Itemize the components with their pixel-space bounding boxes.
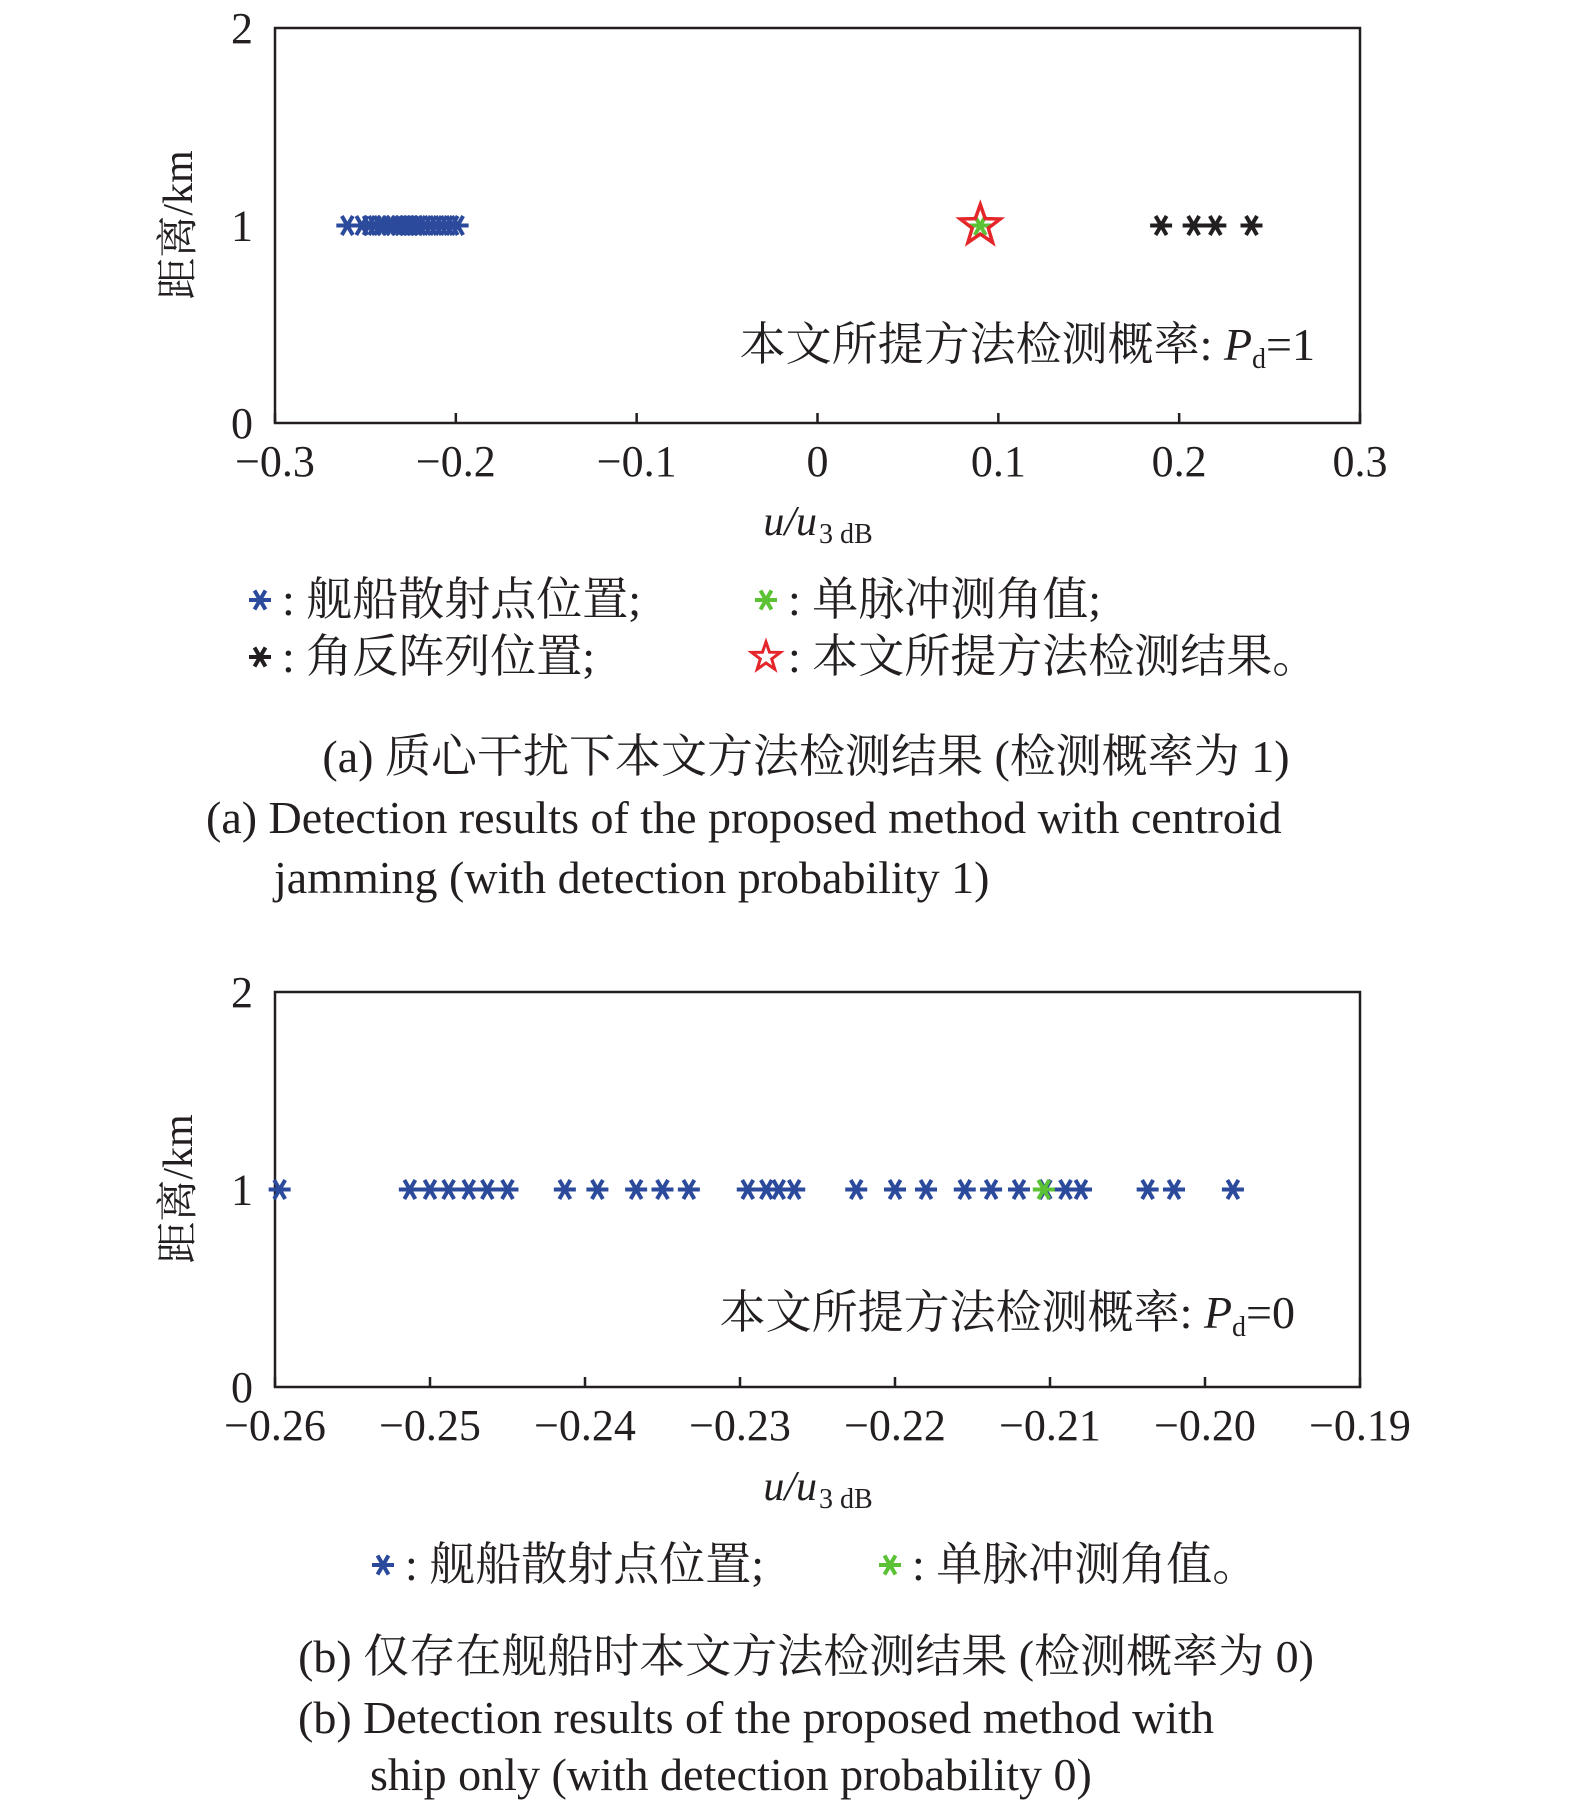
legend-ship-marker-a (249, 591, 271, 610)
caption-en-b-line2: ship only (with detection probability 0) (370, 1749, 1092, 1800)
x-tick-label: −0.2 (415, 437, 496, 486)
data-point-asterisk (1137, 1180, 1159, 1199)
data-point-asterisk (678, 1180, 700, 1199)
x-tick-label: 0.3 (1332, 437, 1388, 486)
x-tick-label: −0.22 (844, 1401, 946, 1450)
x-tick-marks-b (275, 1377, 1360, 1387)
data-point-asterisk (783, 1180, 805, 1199)
data-point-asterisk (884, 1180, 906, 1199)
data-point-asterisk (399, 1180, 421, 1199)
x-tick-label: −0.3 (235, 437, 315, 486)
data-point-asterisk (1163, 1180, 1185, 1199)
legend-ship-label-b: : 舰船散射点位置; (405, 1539, 765, 1590)
y-tick-label: 1 (231, 1165, 253, 1215)
caption-en-b-line1: (b) Detection results of the proposed method with (298, 1692, 1214, 1743)
detection-probability-annotation-b: 本文所提方法检测概率: Pd=0 (719, 1287, 1295, 1343)
data-points-b (269, 1180, 1244, 1199)
legend-b (372, 1539, 1258, 1590)
legend-monopulse-marker-b (879, 1556, 901, 1575)
x-tick-label: 0 (806, 437, 829, 486)
legend-a (249, 574, 1318, 682)
caption-cn-a: (a) 质心干扰下本文方法检测结果 (检测概率为 1) (322, 731, 1290, 782)
data-point-asterisk (269, 1180, 291, 1199)
x-tick-label: −0.23 (689, 1401, 791, 1450)
y-tick-label: 0 (231, 399, 253, 448)
y-tick-label: 2 (231, 4, 253, 53)
x-tick-label: 0.1 (970, 437, 1026, 486)
x-tick-label: −0.1 (596, 437, 677, 486)
legend-result-label-a: : 本文所提方法检测结果。 (788, 631, 1319, 682)
x-tick-labels-b (224, 1401, 1411, 1450)
caption-en-a-line1: (a) Detection results of the proposed method with centroid (206, 792, 1282, 843)
x-tick-label: −0.25 (379, 1401, 481, 1450)
x-tick-marks-a (275, 413, 1360, 423)
x-tick-label: −0.21 (999, 1401, 1101, 1450)
data-point-asterisk (497, 1180, 519, 1199)
x-axis-label-a: u/u3 dB (763, 499, 873, 550)
data-point-asterisk (980, 1180, 1002, 1199)
data-point-asterisk (1070, 1180, 1092, 1199)
data-point-asterisk (1241, 216, 1263, 235)
data-point-asterisk (915, 1180, 937, 1199)
data-point-asterisk (954, 1180, 976, 1199)
detection-probability-annotation-a: 本文所提方法检测概率: Pd=1 (739, 319, 1315, 375)
chart-a (156, 4, 1388, 903)
data-point-asterisk (625, 1180, 647, 1199)
legend-monopulse-marker-a (755, 591, 777, 610)
legend-ship-label-a: : 舰船散射点位置; (282, 574, 642, 625)
data-point-asterisk (1204, 216, 1226, 235)
data-point-asterisk (845, 1180, 867, 1199)
legend-monopulse-label-a: : 单脉冲测角值; (788, 574, 1102, 625)
y-tick-labels-b (231, 968, 253, 1412)
legend-ship-marker-b (372, 1556, 394, 1575)
x-tick-label: 0.2 (1151, 437, 1207, 486)
caption-en-a-line2: jamming (with detection probability 1) (274, 852, 990, 903)
chart-b (156, 968, 1411, 1800)
data-point-asterisk (1222, 1180, 1244, 1199)
caption-cn-b: (b) 仅存在舰船时本文方法检测结果 (检测概率为 0) (298, 1631, 1314, 1682)
data-point-asterisk (652, 1180, 674, 1199)
y-tick-label: 0 (231, 1363, 253, 1412)
legend-monopulse-label-b: : 单脉冲测角值。 (912, 1539, 1259, 1590)
data-point-asterisk (554, 1180, 576, 1199)
x-axis-label-b: u/u3 dB (763, 1464, 873, 1515)
y-axis-label-b: 距离/km (156, 1114, 202, 1264)
data-point-asterisk (1008, 1180, 1030, 1199)
data-point-asterisk (586, 1180, 608, 1199)
data-points-a (336, 205, 1262, 243)
legend-reflector-marker-a (249, 648, 271, 667)
legend-reflector-label-a: : 角反阵列位置; (282, 631, 596, 682)
y-axis-label-a: 距离/km (156, 150, 202, 300)
x-tick-label: −0.26 (224, 1401, 326, 1450)
y-tick-labels-a (231, 4, 253, 448)
x-tick-labels-a (235, 437, 1387, 486)
x-tick-label: −0.19 (1309, 1401, 1411, 1450)
legend-star-marker-a (752, 642, 781, 669)
y-tick-label: 1 (231, 201, 253, 251)
x-tick-label: −0.20 (1154, 1401, 1256, 1450)
data-point-asterisk (1183, 216, 1205, 235)
y-tick-label: 2 (231, 968, 253, 1017)
x-tick-label: −0.24 (534, 1401, 636, 1450)
data-point-asterisk (438, 1180, 460, 1199)
data-point-asterisk (476, 1180, 498, 1199)
data-point-asterisk (1150, 216, 1172, 235)
